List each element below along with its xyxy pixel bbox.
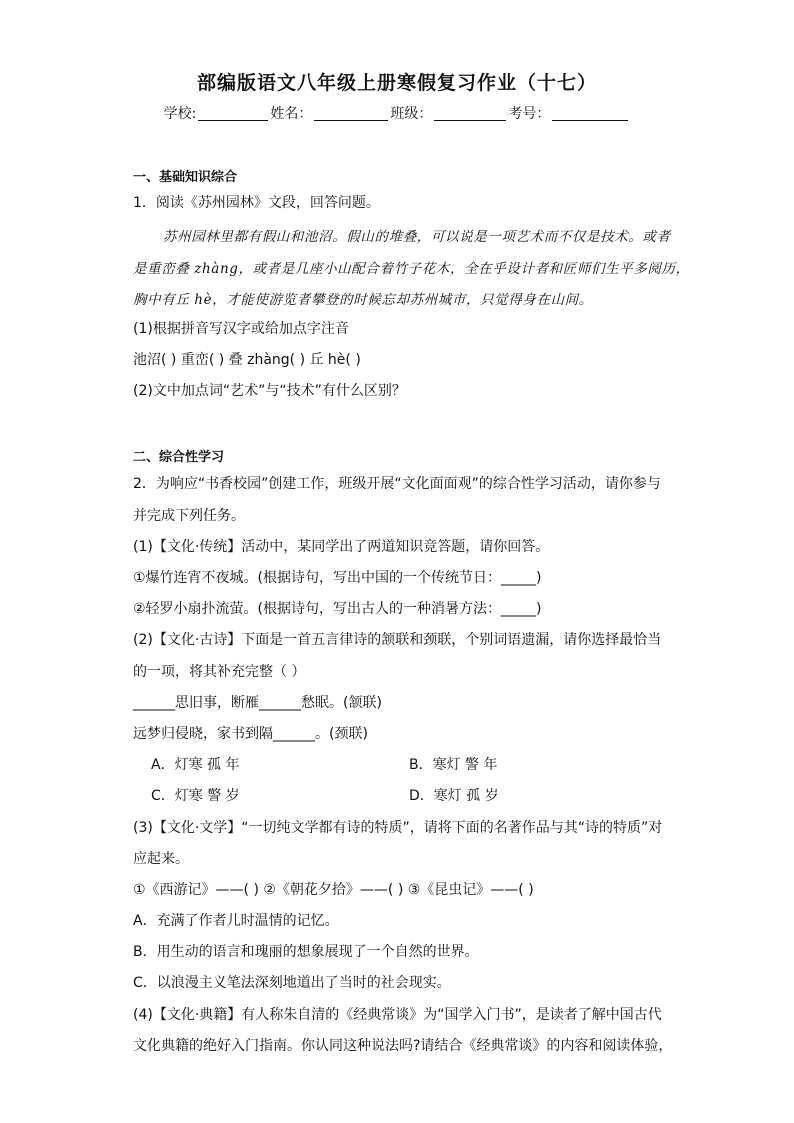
exam-no-label: 考号： — [508, 106, 551, 122]
q2-sub2-line-1: (2)【文化·古诗】下面是一首五言律诗的颔联和颈联，个别词语遗漏，请你选择最恰当 — [133, 632, 662, 648]
q2-sub3-line-2: 应起来。 — [133, 851, 189, 867]
name-field[interactable] — [314, 106, 388, 121]
q1-sub1-blanks: 池沼( ) 重峦( ) 叠 zhàng( ) 丘 hè( ) — [133, 352, 361, 368]
q2-prompt-line-2: 并完成下列任务。 — [133, 508, 245, 524]
q2-sub2-verse-1: ______思旧事，断雁______愁眠。(颔联) — [133, 695, 382, 711]
q2-sub1-item1: ①爆竹连宵不夜城。(根据诗句，写出中国的一个传统节日：_____) — [133, 570, 542, 586]
school-label: 学校: — [163, 106, 197, 122]
section2-heading: 二、综合性学习 — [133, 450, 225, 465]
q2-sub4-line-1: (4)【文化·典籍】有人称朱自清的《经典常谈》为“国学入门书”，是读者了解中国古代 — [133, 1007, 662, 1023]
option-c[interactable]: C．灯寒 警 岁 — [151, 788, 240, 804]
exam-no-field[interactable] — [552, 106, 628, 121]
q2-sub4-line-2: 文化典籍的绝好入门指南。你认同这种说法吗?请结合《经典常谈》的内容和阅读体验， — [133, 1038, 673, 1054]
passage-line-1: 苏州园林里都有假山和池沼。假山的堆叠，可以说是一项艺术而不仅是技术。或者 — [163, 229, 671, 245]
q2-sub3-match: ①《西游记》——( ) ②《朝花夕拾》——( ) ③《昆虫记》——( ) — [133, 882, 534, 898]
q2-prompt-line-1: 2．为响应“书香校园”创建工作，班级开展“文化面面观”的综合性学习活动，请你参与 — [133, 476, 661, 492]
name-label: 姓名： — [270, 106, 313, 122]
q2-sub3-option-a: A．充满了作者儿时温情的记忆。 — [133, 913, 339, 929]
option-d[interactable]: D．寒灯 孤 岁 — [409, 788, 499, 804]
q2-sub3-option-b: B．用生动的语言和瑰丽的想象展现了一个自然的世界。 — [133, 944, 479, 960]
passage-line-3: 胸中有丘 hè，才能使游览者攀登的时候忘却苏州城市，只觉得身在山间。 — [133, 292, 593, 308]
passage-line-2: 是重峦叠 zhàng，或者是几座小山配合着竹子花木，全在乎设计者和匠师们生平多阅历， — [133, 261, 690, 277]
q1-sub2: (2)文中加点词“艺术”与“技术”有什么区别？ — [133, 383, 406, 399]
school-field[interactable] — [198, 106, 268, 121]
q2-sub3-option-c: C．以浪漫主义笔法深刻地道出了当时的社会现实。 — [133, 975, 451, 991]
class-field[interactable] — [434, 106, 506, 121]
q2-sub3-line-1: (3)【文化·文学】“一切纯文学都有诗的特质”，请将下面的名著作品与其“诗的特质”对 — [133, 820, 663, 836]
q2-sub2-verse-2: 远梦归侵晓，家书到隔______。(颈联) — [133, 726, 368, 742]
class-label: 班级： — [390, 106, 433, 122]
q2-sub1: (1)【文化·传统】活动中，某同学出了两道知识竞答题，请你回答。 — [133, 539, 550, 555]
q1-prompt: 1．阅读《苏州园林》文段，回答问题。 — [133, 195, 380, 211]
q1-sub1: (1)根据拼音写汉字或给加点字注音 — [133, 321, 349, 337]
q2-sub1-item2: ②轻罗小扇扑流萤。(根据诗句，写出古人的一种消暑方法：_____) — [133, 601, 542, 617]
option-b[interactable]: B．寒灯 警 年 — [409, 757, 498, 773]
q2-sub2-line-2: 的一项，将其补充完整（ ） — [133, 664, 306, 680]
option-a[interactable]: A．灯寒 孤 年 — [151, 757, 240, 773]
student-info-line — [0, 103, 794, 123]
section1-heading: 一、基础知识综合 — [133, 170, 238, 185]
page-title: 部编版语文八年级上册寒假复习作业（十七） — [196, 72, 597, 94]
